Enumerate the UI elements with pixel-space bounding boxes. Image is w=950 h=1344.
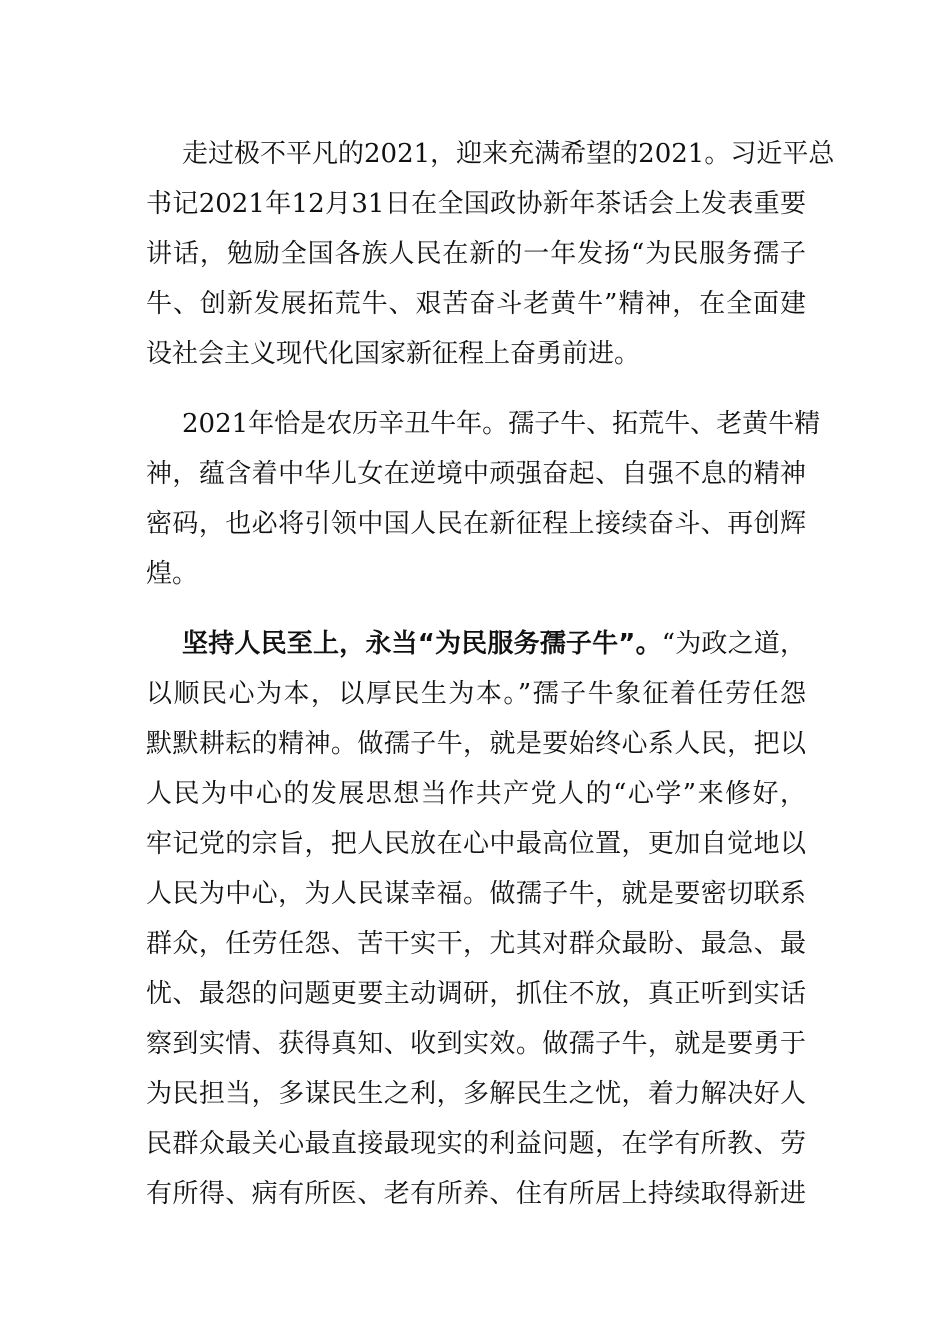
paragraph-line: 2021年恰是农历辛丑牛年。孺子牛、拓荒牛、老黄牛精 (182, 409, 821, 439)
paragraph-line: 牛、创新发展拓荒牛、艰苦奋斗老黄牛”精神，在全面建 (146, 289, 806, 319)
paragraph-line: 讲话，勉励全国各族人民在新的一年发扬“为民服务孺子 (146, 239, 806, 269)
paragraph-line: 人民为中心的发展思想当作共产党人的“心学”来修好， (146, 779, 806, 809)
paragraph-line: 默默耕耘的精神。做孺子牛，就是要始终心系人民，把以 (146, 729, 806, 759)
paragraph-heading: 坚持人民至上，永当“为民服务孺子牛”。 (182, 629, 662, 659)
paragraph-line: 走过极不平凡的2021，迎来充满希望的2021。习近平总 (182, 139, 835, 169)
paragraph-line: 察到实情、获得真知、收到实效。做孺子牛，就是要勇于 (146, 1029, 806, 1059)
paragraph-text: “为政之道， (661, 629, 806, 659)
paragraph-line: 人民为中心，为人民谋幸福。做孺子牛，就是要密切联系 (146, 879, 806, 909)
paragraph-line: 民群众最关心最直接最现实的利益问题，在学有所教、劳 (146, 1129, 806, 1159)
paragraph-line: 为民担当，多谋民生之利，多解民生之忧，着力解决好人 (146, 1079, 806, 1109)
paragraph-line: 设社会主义现代化国家新征程上奋勇前进。 (146, 339, 641, 369)
paragraph-line: 以顺民心为本，以厚民生为本。”孺子牛象征着任劳任怨 (146, 679, 806, 709)
paragraph-line: 书记2021年12月31日在全国政协新年茶话会上发表重要 (146, 189, 806, 219)
paragraph-line: 煌。 (146, 559, 199, 589)
paragraph-line: 密码，也必将引领中国人民在新征程上接续奋斗、再创辉 (146, 509, 806, 539)
paragraph-line: 牢记党的宗旨，把人民放在心中最高位置，更加自觉地以 (146, 829, 806, 859)
paragraph-first-line (182, 626, 806, 662)
paragraph-line: 有所得、病有所医、老有所养、住有所居上持续取得新进 (146, 1179, 806, 1209)
paragraph-line: 群众，任劳任怨、苦干实干，尤其对群众最盼、最急、最 (146, 929, 806, 959)
paragraph-line: 神，蕴含着中华儿女在逆境中顽强奋起、自强不息的精神 (146, 459, 806, 489)
paragraph-line: 忧、最怨的问题更要主动调研，抓住不放，真正听到实话 (146, 979, 806, 1009)
